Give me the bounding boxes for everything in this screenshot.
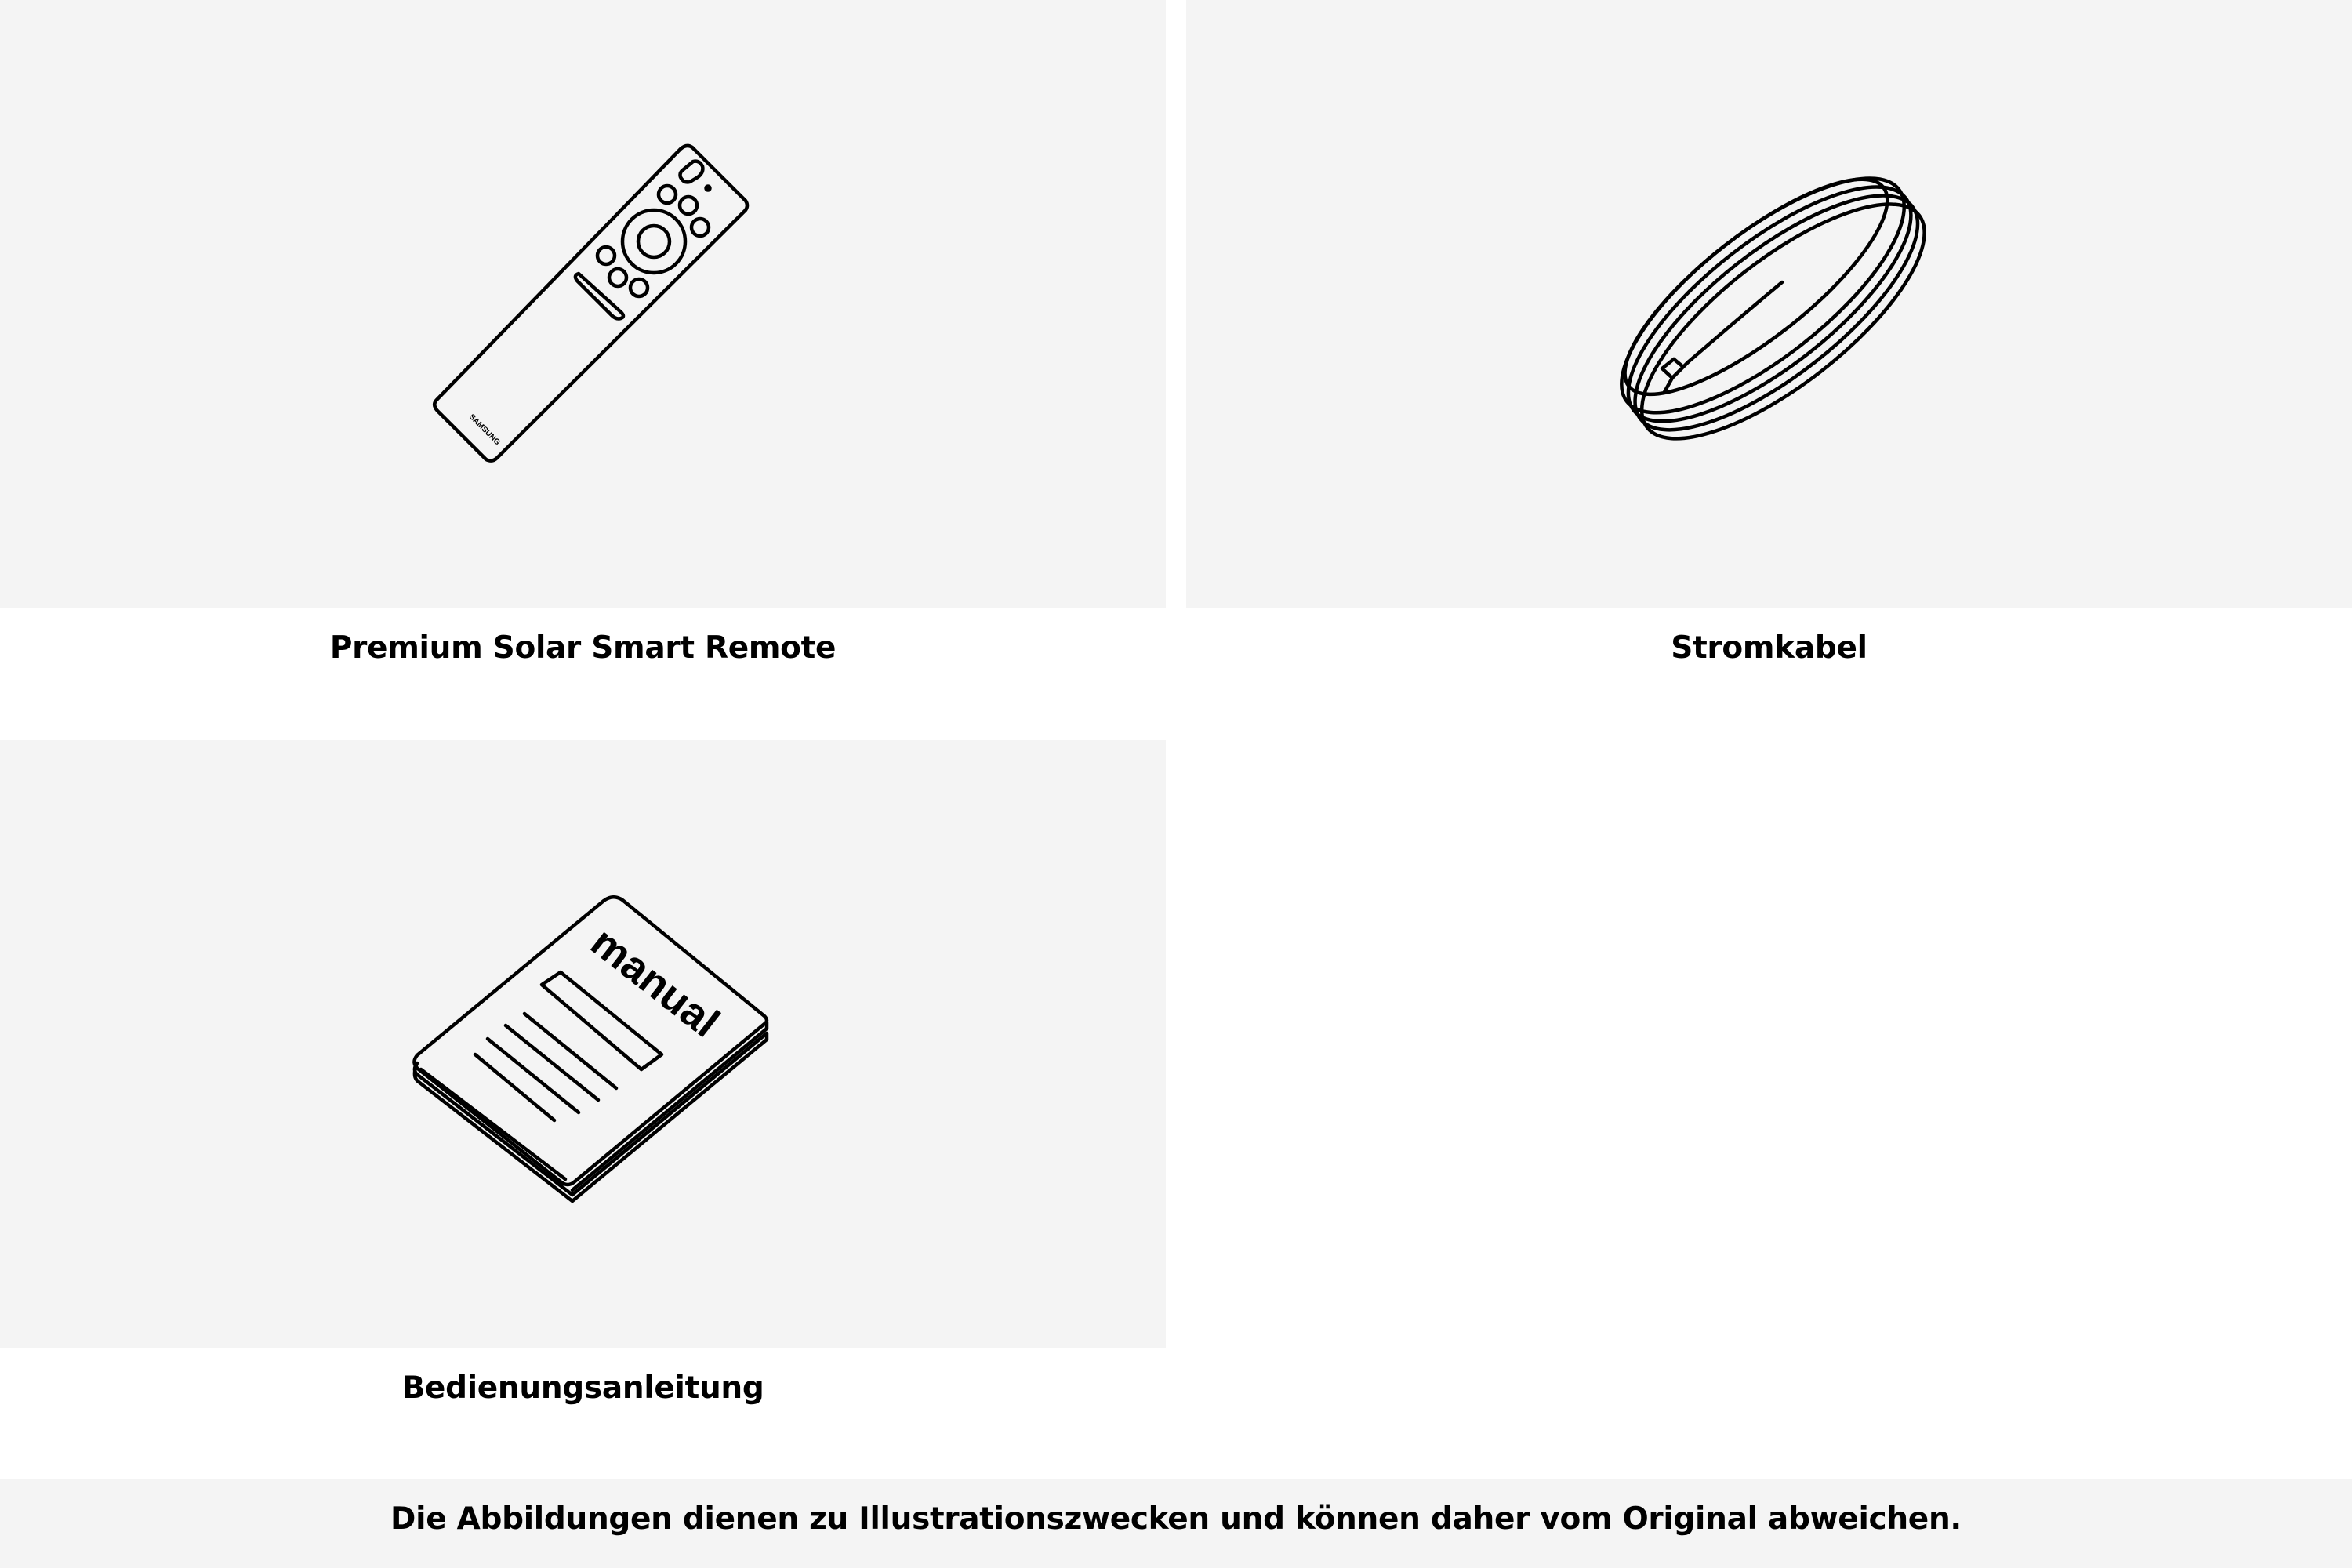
product-tile-manual <box>0 740 1166 1348</box>
disclaimer-text: Die Abbildungen dienen zu Illustrationszwecken und können daher vom Original abweichen. <box>390 1501 1962 1537</box>
remote-brand-text: SAMSUNG <box>466 412 502 448</box>
product-tile-cable <box>1186 0 2352 608</box>
caption-cable: Stromkabel <box>1671 630 1867 666</box>
remote-control-icon <box>0 0 1166 608</box>
product-tile-remote <box>0 0 1166 608</box>
caption-manual: Bedienungsanleitung <box>401 1370 764 1406</box>
power-cable-icon <box>1186 0 2352 608</box>
caption-remote: Premium Solar Smart Remote <box>329 630 837 666</box>
manual-cover-text: manual <box>582 918 728 1047</box>
disclaimer-bar <box>0 1479 2352 1568</box>
manual-booklet-icon <box>0 740 1166 1348</box>
